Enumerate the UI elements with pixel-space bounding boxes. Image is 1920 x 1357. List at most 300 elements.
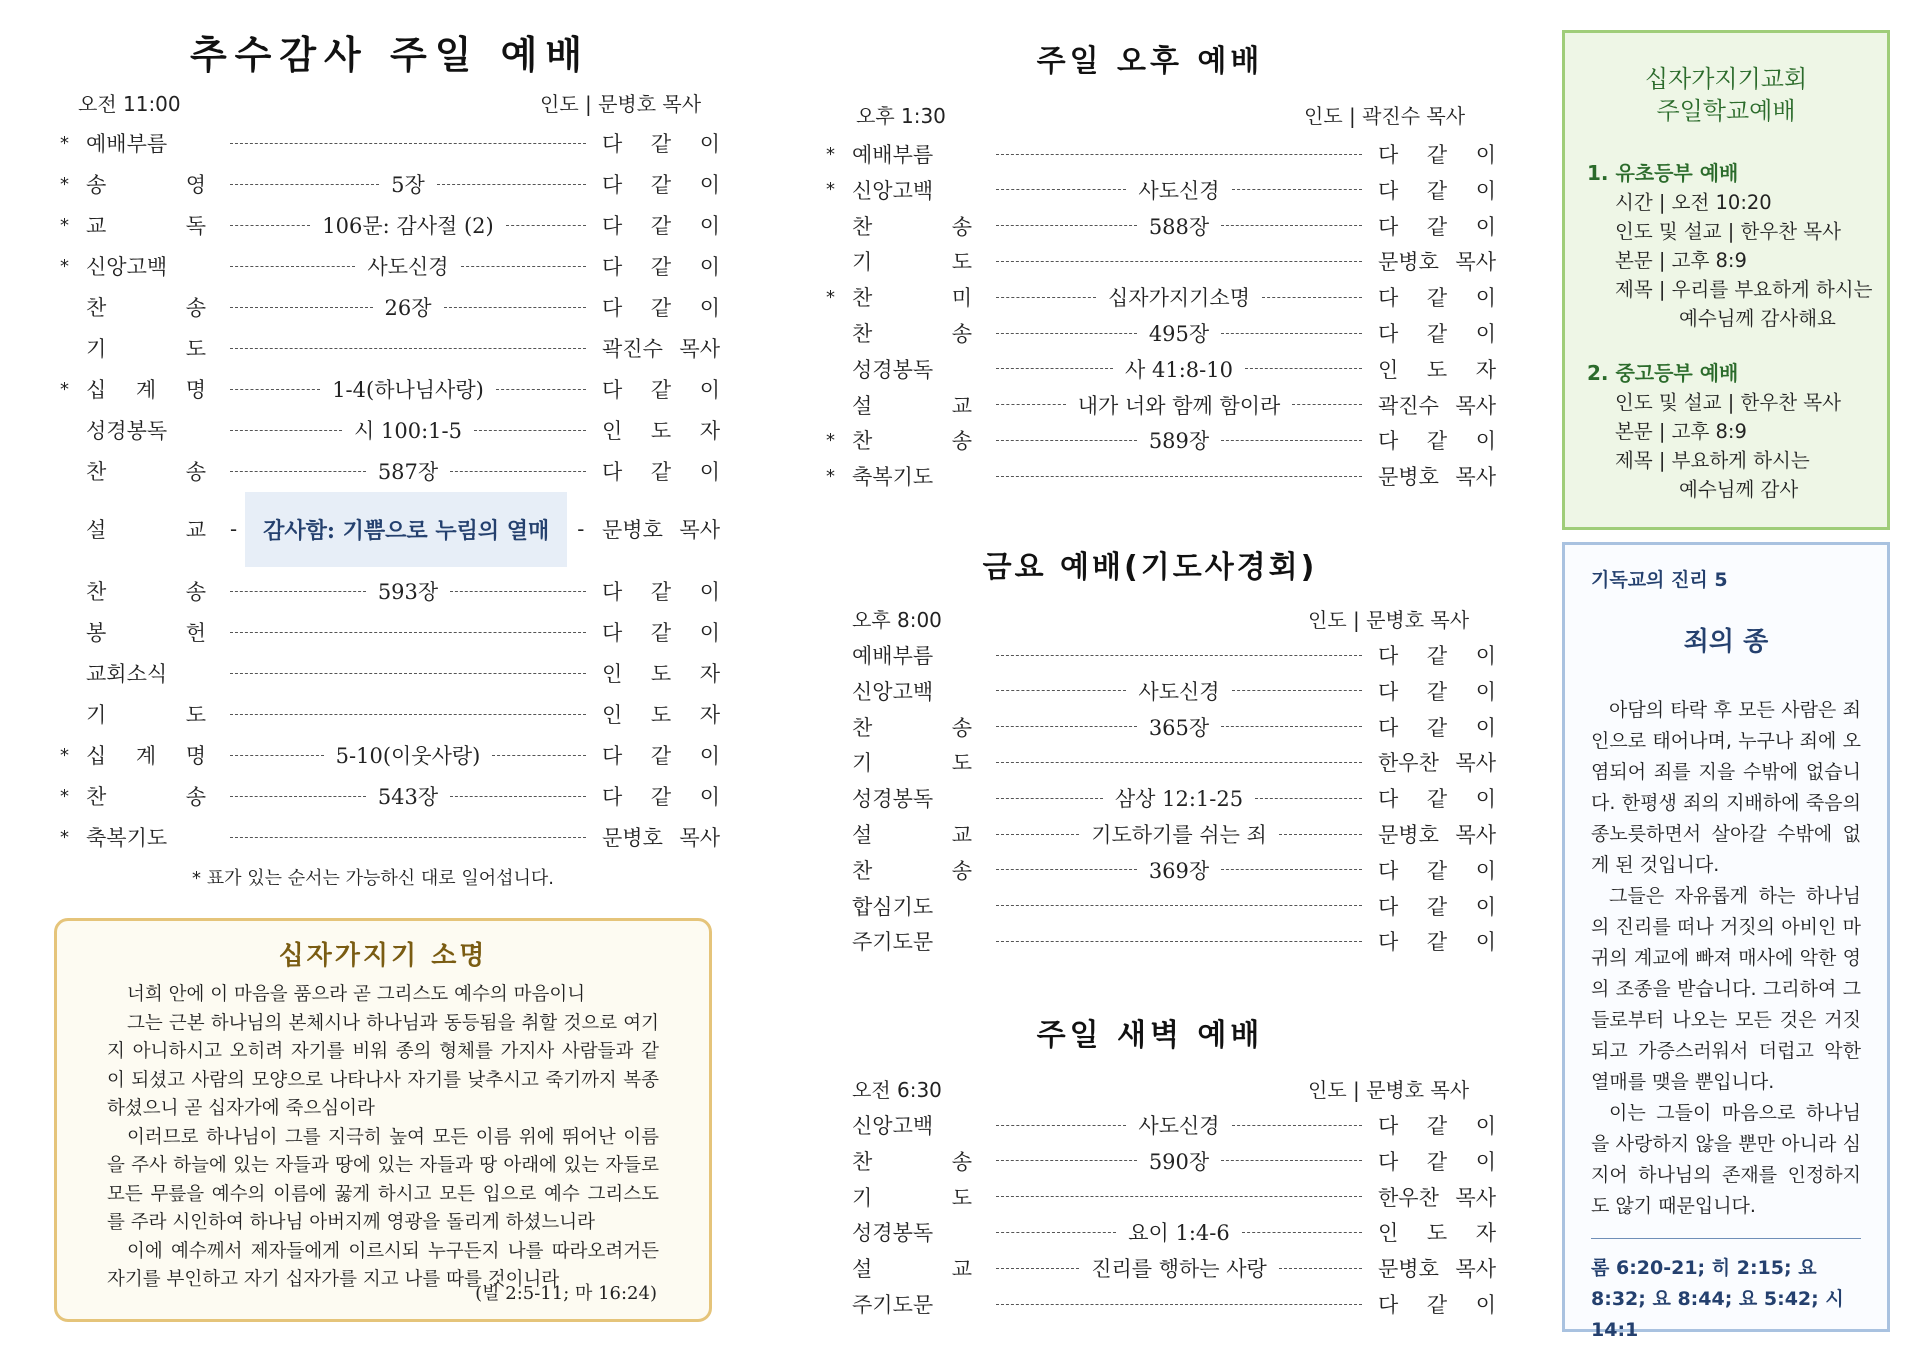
order-label: 365장 <box>1148 715 1210 740</box>
elementary-time: 시간 | 오전 10:20 <box>1615 191 1772 214</box>
order-name: 찬 송 <box>852 214 972 239</box>
dash-leader <box>230 591 366 592</box>
order-detail <box>996 676 1362 706</box>
dash-leader <box>996 834 1079 835</box>
mission-title: 십자가지기 소명 <box>278 941 488 971</box>
youth-subject-cont: 예수님께 감사 <box>1679 478 1799 501</box>
dash-leader <box>1232 189 1362 190</box>
order-who: 인 도 자 <box>602 419 720 443</box>
order-name: 찬 송 <box>86 460 206 484</box>
order-detail <box>230 415 586 445</box>
mission-paragraph: 그는 근본 하나님의 본체시나 하나님과 동등됨을 취할 것으로 여기지 아니하시고 오히려 자기를 비워 종의 형체를 가지사 사람들과 같이 되셨고 사람의 모양으로 나타나사 자기를 낮추시고 죽기까지 복종하셨으니 곧 십자가에 죽으심이라 <box>107 1012 659 1119</box>
order-row <box>826 246 1496 276</box>
dash-leader <box>996 368 1113 369</box>
elementary-subject-cont: 예수님께 감사해요 <box>1679 307 1836 330</box>
order-who: 다 같 이 <box>602 255 720 279</box>
order-detail <box>996 1304 1362 1305</box>
friday-leader: 인도 | 문병호 목사 <box>1308 608 1470 632</box>
dash-leader <box>1221 440 1362 441</box>
dash-leader <box>1279 1268 1362 1269</box>
order-who: 문병호 목사 <box>1378 1257 1496 1282</box>
order-label: 590장 <box>1148 1149 1210 1174</box>
order-name: 축복기도 <box>852 465 934 490</box>
dash-leader <box>996 297 1096 298</box>
youth-heading: 2. 중고등부 예배 <box>1587 361 1739 385</box>
dash-leader <box>474 430 586 431</box>
order-label: 26장 <box>384 296 432 320</box>
order-name: 십 계 명 <box>86 744 206 768</box>
dash-leader <box>996 690 1126 691</box>
order-detail <box>996 941 1362 942</box>
dash-leader <box>1221 225 1362 226</box>
elementary-leader: 인도 및 설교 | 한우찬 목사 <box>1615 220 1841 243</box>
order-detail <box>996 819 1362 849</box>
order-row <box>826 1110 1496 1140</box>
order-who: 다 같 이 <box>602 621 720 645</box>
order-who: 다 같 이 <box>1378 322 1496 346</box>
order-detail <box>996 905 1362 906</box>
order-who: 인 도 자 <box>602 703 720 727</box>
order-row <box>60 822 720 852</box>
order-name: 신앙고백 <box>852 679 934 704</box>
order-who: 다 같 이 <box>602 744 720 768</box>
dash-leader <box>1245 368 1362 369</box>
mission-paragraph: 이러므로 하나님이 그를 지극히 높여 모든 이름 위에 뛰어난 이름을 주사 하늘에 있는 자들과 땅에 있는 자들과 땅 아래에 있는 자들로 모든 무릎을 예수의 이름에 꿇게 하시고 모든 입으로 예수 그리스도를 주라 시인하여 하나님 아버지께 영광을 돌리게 하셨느니라 <box>107 1126 659 1233</box>
dash-leader <box>230 266 355 267</box>
dash-leader <box>230 225 310 226</box>
dash-leader <box>996 333 1137 334</box>
order-who: 다 같 이 <box>1378 178 1496 203</box>
order-name: 송 영 <box>86 173 206 197</box>
divider <box>1591 1238 1861 1239</box>
order-detail <box>996 282 1362 312</box>
order-row <box>826 891 1496 921</box>
standing-note: * 표가 있는 순서는 가능하신 대로 일어섭니다. <box>192 868 555 889</box>
order-label: 사도신경 <box>1138 1114 1220 1138</box>
order-who: 다 같 이 <box>602 296 720 320</box>
dash-leader <box>996 440 1137 441</box>
order-name: 설 교 <box>86 518 206 542</box>
order-name: 찬 송 <box>86 296 206 320</box>
main-service-title: 추수감사 주일 예배 <box>189 33 591 77</box>
order-label: 진리를 행하는 사랑 <box>1091 1257 1267 1282</box>
truth-paragraph: 이는 그들이 마음으로 하나님을 사랑하지 않을 뿐만 아니라 심지어 하나님의 존재를 인정하지도 않기 때문입니다. <box>1591 1102 1861 1217</box>
order-name: 성경봉독 <box>852 1221 934 1246</box>
order-detail <box>996 1217 1362 1247</box>
dash-leader <box>996 476 1362 477</box>
dash-leader <box>1242 1232 1362 1233</box>
dash-leader <box>1221 1160 1362 1161</box>
order-name: 교 독 <box>86 214 206 238</box>
order-detail <box>230 143 586 144</box>
dash-leader <box>996 225 1137 226</box>
dash-leader <box>996 1125 1126 1126</box>
order-row <box>826 712 1496 742</box>
dash-leader <box>230 796 366 797</box>
order-row <box>60 781 720 811</box>
order-name: 예배부름 <box>86 132 168 156</box>
order-row <box>826 855 1496 885</box>
dash-leader <box>996 1304 1362 1305</box>
dash-leader <box>230 714 586 715</box>
order-detail <box>996 390 1362 420</box>
order-who: 다 같 이 <box>1378 429 1496 454</box>
order-row <box>826 211 1496 241</box>
dash-leader <box>496 389 586 390</box>
order-detail <box>230 781 586 811</box>
order-label: 495장 <box>1148 322 1210 346</box>
dash-leader <box>230 471 366 472</box>
dawn-leader: 인도 | 문병호 목사 <box>1308 1078 1470 1102</box>
dash-leader <box>450 591 586 592</box>
order-row <box>60 576 720 606</box>
mission-box <box>54 918 712 1322</box>
order-name: 기 도 <box>86 703 206 727</box>
order-row <box>826 783 1496 813</box>
order-who: 다 같 이 <box>602 173 720 197</box>
mission-reference: (빌 2:5-11; 마 16:24) <box>475 1283 657 1304</box>
order-who: 다 같 이 <box>602 378 720 402</box>
order-detail <box>996 425 1362 455</box>
order-label: 사도신경 <box>1138 679 1220 704</box>
order-name: 예배부름 <box>852 644 934 668</box>
dash-leader <box>996 1196 1362 1197</box>
order-label: 요이 1:4-6 <box>1128 1221 1230 1246</box>
order-row <box>826 640 1496 670</box>
order-row <box>826 1182 1496 1212</box>
friday-time: 오후 8:00 <box>852 608 942 632</box>
order-detail <box>230 169 586 199</box>
order-label: 사도신경 <box>367 255 449 279</box>
order-row <box>60 658 720 688</box>
dash-leader <box>1221 726 1362 727</box>
order-who: 한우찬 목사 <box>1378 1185 1496 1210</box>
order-label: 사 41:8-10 <box>1125 357 1233 382</box>
order-name: 찬 송 <box>852 1149 972 1174</box>
order-detail <box>996 1196 1362 1197</box>
dash-leader <box>1262 297 1362 298</box>
order-name: 신앙고백 <box>852 1114 934 1138</box>
order-who: 다 같 이 <box>1378 715 1496 740</box>
order-detail <box>996 261 1362 262</box>
order-who: 문병호 목사 <box>602 826 720 850</box>
sunday-school-title <box>1565 63 1887 127</box>
order-row <box>826 1289 1496 1319</box>
order-name: 십 계 명 <box>86 378 206 402</box>
order-row <box>60 292 720 322</box>
dash-leader <box>996 655 1362 656</box>
order-detail <box>996 1110 1362 1140</box>
elementary-heading: 1. 유초등부 예배 <box>1587 161 1739 185</box>
order-label: 삼상 12:1-25 <box>1114 787 1244 812</box>
order-who: 다 같 이 <box>1378 1293 1496 1317</box>
order-detail <box>230 740 586 770</box>
order-who: 다 같 이 <box>1378 679 1496 704</box>
order-detail <box>230 837 586 838</box>
dash-leader <box>996 1160 1137 1161</box>
main-service-time: 오전 11:00 <box>78 92 181 116</box>
elementary-section <box>1587 159 1872 333</box>
order-detail <box>996 783 1362 813</box>
sermon-title: 감사함: 기쁨으로 누림의 열매 <box>245 492 567 567</box>
order-who: 한우찬 목사 <box>1378 751 1496 776</box>
youth-section <box>1587 359 1841 504</box>
dash-leader <box>996 1268 1079 1269</box>
dash-leader <box>996 726 1137 727</box>
order-detail <box>996 855 1362 885</box>
order-who: 다 같 이 <box>602 214 720 238</box>
order-label: 593장 <box>377 580 439 604</box>
dash-leader <box>437 184 586 185</box>
order-name: 기 도 <box>852 250 972 275</box>
order-row <box>826 1217 1496 1247</box>
dash-leader <box>1279 834 1362 835</box>
order-star: * <box>60 826 69 848</box>
order-star: * <box>826 465 835 487</box>
youth-leader: 인도 및 설교 | 한우찬 목사 <box>1615 391 1841 414</box>
order-detail <box>996 318 1362 348</box>
order-star: * <box>826 143 835 165</box>
order-star: * <box>60 132 69 154</box>
order-detail <box>996 1146 1362 1176</box>
order-row <box>826 676 1496 706</box>
dash-leader <box>996 941 1362 942</box>
order-row <box>60 699 720 729</box>
afternoon-time: 오후 1:30 <box>856 104 946 128</box>
order-row <box>60 251 720 281</box>
elementary-text: 본문 | 고후 8:9 <box>1615 249 1747 272</box>
order-name: 축복기도 <box>86 826 168 850</box>
order-label: 1-4(하나님사랑) <box>332 378 484 402</box>
dash-leader <box>1221 333 1362 334</box>
order-detail <box>996 476 1362 477</box>
order-who: 다 같 이 <box>1378 286 1496 311</box>
order-row <box>60 333 720 363</box>
dash-leader <box>450 796 586 797</box>
main-service-leader: 인도 | 문병호 목사 <box>540 92 702 116</box>
truth-title: 죄의 종 <box>1683 627 1769 657</box>
order-star: * <box>826 286 835 308</box>
dash-leader <box>492 755 586 756</box>
order-detail <box>996 655 1362 656</box>
order-who: 다 같 이 <box>1378 1149 1496 1174</box>
afternoon-leader: 인도 | 곽진수 목사 <box>1304 104 1466 128</box>
dash-leader <box>230 307 373 308</box>
order-row <box>60 617 720 647</box>
order-star: * <box>60 173 69 195</box>
order-name: 기 도 <box>852 751 972 776</box>
dash-leader <box>996 762 1362 763</box>
order-row <box>826 175 1496 205</box>
order-detail <box>996 712 1362 742</box>
dawn-time: 오전 6:30 <box>852 1078 942 1102</box>
order-who: 문병호 목사 <box>1378 465 1496 490</box>
order-detail <box>230 714 586 715</box>
order-who: 다 같 이 <box>1378 787 1496 812</box>
order-row <box>826 1146 1496 1176</box>
dash-leader <box>230 184 379 185</box>
order-label: 5장 <box>391 173 425 197</box>
order-star: * <box>60 785 69 807</box>
order-star: * <box>60 744 69 766</box>
order-who: 문병호 목사 <box>1378 823 1496 847</box>
order-row <box>826 461 1496 491</box>
dash-leader <box>996 404 1066 405</box>
dash-leader <box>230 837 586 838</box>
truth-series-label: 기독교의 진리 5 <box>1591 569 1728 591</box>
order-detail <box>996 354 1362 384</box>
christian-truth-box <box>1562 542 1890 1341</box>
order-name: 찬 송 <box>852 858 972 883</box>
mission-paragraph: 이에 예수께서 제자들에게 이르시되 누구든지 나를 따라오려거든 자기를 부인하고 자기 십자가를 지고 나를 따를 것이니라 <box>107 1240 659 1290</box>
order-name: 합심기도 <box>852 894 934 919</box>
order-name: 찬 송 <box>852 322 972 346</box>
order-row <box>826 819 1496 849</box>
dash-leader <box>230 755 324 756</box>
truth-references: 롬 6:20-21; 히 2:15; 요 8:32; 요 8:44; 요 5:42; 시 14:1 <box>1591 1257 1844 1341</box>
order-name: 성경봉독 <box>852 357 934 382</box>
order-who: 인 도 자 <box>1378 357 1496 382</box>
order-row <box>826 1253 1496 1283</box>
order-who: 다 같 이 <box>1378 1114 1496 1138</box>
dash-leader <box>461 266 586 267</box>
dash-leader <box>996 189 1126 190</box>
order-detail <box>996 211 1362 241</box>
truth-paragraph: 그들은 자유롭게 하는 하나님의 진리를 떠나 거짓의 아비인 마귀의 계교에 빠져 매사에 악한 영의 조종을 받습니다. 그리하여 그들로부터 나오는 모든 것은 거짓되고 가증스러워서 더럽고 악한 열매를 맺을 뿐입니다. <box>1591 885 1861 1093</box>
order-row <box>60 374 720 404</box>
mission-paragraph: 너희 안에 이 마음을 품으라 곧 그리스도 예수의 마음이니 <box>127 984 586 1005</box>
dash-leader <box>996 798 1103 799</box>
order-label: 기도하기를 쉬는 죄 <box>1091 823 1267 847</box>
dash-leader <box>230 430 342 431</box>
order-label: 내가 너와 함께 함이라 <box>1077 393 1281 418</box>
order-who: 인 도 자 <box>602 662 720 686</box>
order-row <box>60 210 720 240</box>
order-row <box>826 926 1496 956</box>
order-name: 설 교 <box>852 1257 972 1282</box>
order-who: 인 도 자 <box>1378 1221 1496 1246</box>
order-label: 시 100:1-5 <box>354 419 462 443</box>
dash-leader <box>996 261 1362 262</box>
friday-title: 금요 예배(기도사경회) <box>982 550 1318 585</box>
order-who: 다 같 이 <box>602 785 720 809</box>
truth-paragraph: 아담의 타락 후 모든 사람은 죄인으로 태어나며, 누구나 죄에 오염되어 죄를 지을 수밖에 없습니다. 한평생 죄의 지배하에 죽음의 종노릇하면서 살아갈 수밖에 없게 된 것입니다. <box>1591 699 1861 876</box>
order-row <box>60 415 720 445</box>
order-detail <box>230 348 586 349</box>
order-detail <box>230 576 586 606</box>
dash-leader <box>506 225 586 226</box>
order-row <box>826 318 1496 348</box>
order-who: 문병호 목사 <box>1378 250 1496 275</box>
order-name: 성경봉독 <box>86 419 168 443</box>
dash-leader <box>230 632 586 633</box>
dash-leader <box>996 154 1362 155</box>
order-row <box>826 390 1496 420</box>
order-name: 신앙고백 <box>852 178 934 203</box>
order-label: 588장 <box>1148 214 1210 239</box>
order-star: * <box>826 429 835 451</box>
order-name: 기 도 <box>852 1185 972 1210</box>
order-row <box>826 139 1496 169</box>
order-label: 5-10(이웃사랑) <box>335 744 481 768</box>
order-row <box>60 456 720 486</box>
order-name: 봉 헌 <box>86 621 206 645</box>
order-star: * <box>60 378 69 400</box>
order-label: 589장 <box>1148 429 1210 454</box>
order-detail <box>996 154 1362 155</box>
dash-leader <box>230 348 586 349</box>
order-detail <box>996 1253 1362 1283</box>
order-row <box>826 282 1496 312</box>
dawn-title: 주일 새벽 예배 <box>1036 1018 1264 1053</box>
order-detail <box>230 210 586 240</box>
order-name: 주기도문 <box>852 930 934 955</box>
order-detail <box>230 251 586 281</box>
afternoon-title: 주일 오후 예배 <box>1036 44 1264 79</box>
dash-leader <box>444 307 587 308</box>
order-name: 설 교 <box>852 823 972 847</box>
order-row <box>60 128 720 158</box>
order-detail <box>230 292 586 322</box>
order-row <box>826 425 1496 455</box>
order-star: * <box>826 179 835 201</box>
order-who: 다 같 이 <box>1378 143 1496 167</box>
order-row <box>60 740 720 770</box>
order-label: 십자가지기소명 <box>1108 286 1251 311</box>
dash-leader <box>230 143 586 144</box>
order-label: 사도신경 <box>1138 178 1220 203</box>
order-name: 찬 송 <box>86 785 206 809</box>
order-star: * <box>60 255 69 277</box>
order-who: 다 같 이 <box>1378 644 1496 668</box>
order-detail <box>996 175 1362 205</box>
order-detail <box>996 762 1362 763</box>
dash-leader <box>1292 404 1362 405</box>
order-who: 다 같 이 <box>1378 214 1496 239</box>
dash-leader <box>230 673 586 674</box>
order-who: 곽진수 목사 <box>1378 393 1496 418</box>
order-label: 369장 <box>1148 858 1210 883</box>
truth-body <box>1591 695 1861 1222</box>
order-name: 예배부름 <box>852 143 934 167</box>
order-row <box>826 354 1496 384</box>
mission-body <box>107 981 659 1295</box>
order-who: 다 같 이 <box>1378 858 1496 883</box>
order-name: 찬 송 <box>852 715 972 740</box>
dash-leader <box>1232 690 1362 691</box>
dash-leader <box>1232 1125 1362 1126</box>
order-row <box>826 747 1496 777</box>
dash-leader <box>1221 869 1362 870</box>
order-label: 106문: 감사절 (2) <box>322 214 494 238</box>
order-who: 다 같 이 <box>602 580 720 604</box>
order-row <box>60 169 720 199</box>
order-name: 찬 송 <box>852 429 972 454</box>
order-name: 성경봉독 <box>852 787 934 812</box>
order-detail <box>230 632 586 633</box>
order-name: 설 교 <box>852 393 972 418</box>
order-detail <box>230 456 586 486</box>
order-name: 신앙고백 <box>86 255 168 279</box>
sunday-school-box <box>1562 30 1890 530</box>
dash-leader <box>996 869 1137 870</box>
elementary-subject: 제목 | 우리를 부요하게 하시는 <box>1615 278 1873 301</box>
sunday-school-name: 주일학교예배 <box>1656 97 1796 125</box>
order-detail <box>230 673 586 674</box>
church-name: 십자가지기교회 <box>1644 65 1808 93</box>
order-name: 찬 송 <box>86 580 206 604</box>
dash-leader <box>450 471 586 472</box>
